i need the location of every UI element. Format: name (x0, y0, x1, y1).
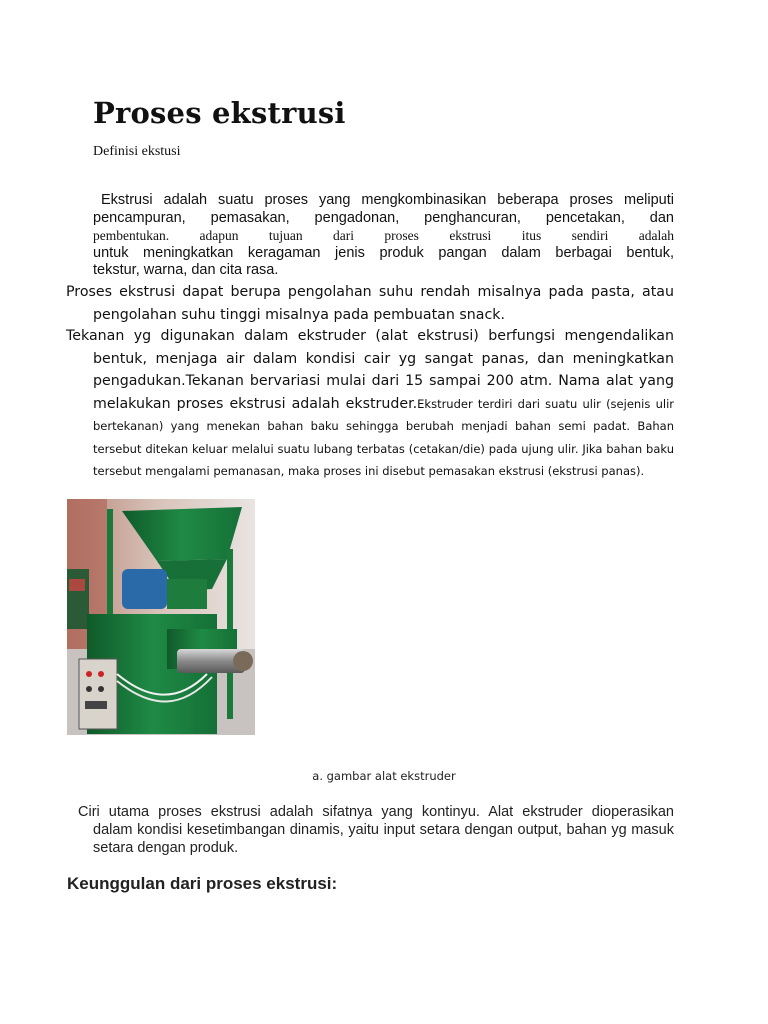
section-heading: Keunggulan dari proses ekstrusi: (67, 874, 338, 893)
paragraph-line: Ekstrusi adalah suatu proses yang mengkombinasikan beberapa proses meliputi (101, 192, 674, 208)
paragraph-pressure-main: Tekanan yg digunakan dalam ekstruder (alat ekstrusi) berfungsi mengendalikan bentuk, menjaga air dalam kondisi cair yg sangat panas, dan meningkatkan pengadukan.Tekanan bervariasi mulai dari 15 sampai 200 atm. Nama alat yang melakukan proses ekstrusi adalah ekstruder. (66, 328, 674, 412)
paragraph-line: untuk meningkatkan keragaman jenis produk pangan dalam berbagai bentuk, (93, 244, 674, 261)
paragraph-line: Ciri utama proses ekstrusi adalah sifatnya yang kontinyu. Alat ekstruder dioperasikan (78, 804, 674, 820)
extruder-photo (67, 499, 255, 735)
paragraph-extruder-description: Ekstruder terdiri dari suatu ulir (sejenis ulir bertekanan) yang menekan bahan baku sehingga berubah menjadi bahan semi padat. Bahan tersebut ditekan keluar melalui suatu lubang terbatas (cetakan/die) pada ujung ulir. Jika bahan baku tersebut mengalami pemanasan, maka proses ini disebut pemasakan ekstrusi (ekstrusi panas). (93, 396, 674, 478)
paragraph-line: tekstur, warna, dan cita rasa. (93, 262, 279, 278)
paragraph-process-types: Proses ekstrusi dapat berupa pengolahan suhu rendah misalnya pada pasta, atau pengolahan suhu tinggi misalnya pada pembuatan snack. (66, 284, 674, 323)
paragraph-line: pencampuran, pemasakan, pengadonan, penghancuran, pencetakan, dan (93, 209, 674, 226)
paragraph-pressure (66, 325, 674, 483)
subtitle: Definisi ekstusi (93, 144, 181, 159)
page-title: Proses ekstrusi (93, 96, 346, 130)
paragraph-line: dalam kondisi kesetimbangan dinamis, yaitu input setara dengan output, bahan yg masuk setara dengan produk. (93, 822, 674, 856)
paragraph-definition (93, 192, 674, 280)
image-caption: a. gambar alat ekstruder (312, 769, 456, 783)
paragraph-line: pembentukan. adapun tujuan dari proses ekstrusi itus sendiri adalah (93, 228, 674, 243)
paragraph-characteristics (78, 803, 674, 857)
